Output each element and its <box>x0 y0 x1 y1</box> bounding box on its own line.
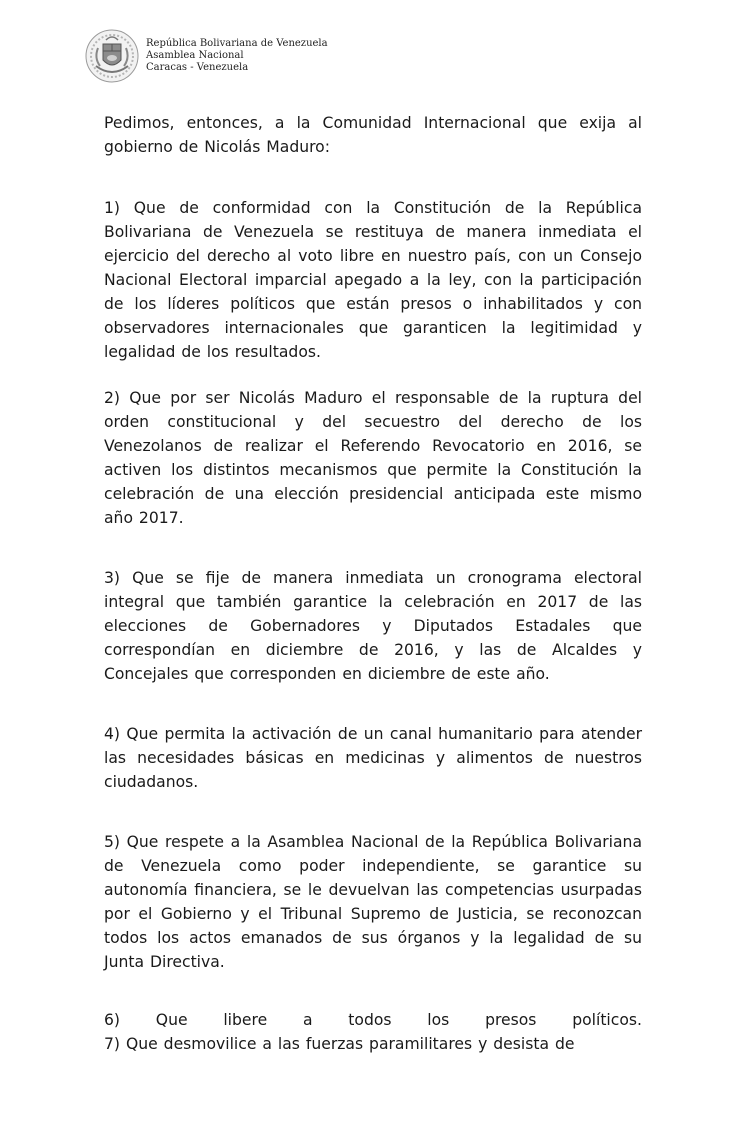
demand-paragraph-5: 5) Que respete a la Asamblea Nacional de la República Bolivariana de Venezuela como poder independiente, se garantice su autonomía financiera, se le devuelvan las competencias usurpadas por el Gobierno y el Tribunal Supremo de Justicia, se reconozcan todos los actos emanados de sus órganos y la legalidad de su Junta Directiva. <box>104 833 642 971</box>
demand-paragraph-6-7 <box>104 1008 642 1056</box>
demand-line-6-word: libere <box>223 1011 268 1029</box>
demand-line-6 <box>104 1008 642 1032</box>
demand-line-6-word: todos <box>348 1011 392 1029</box>
letterhead-line-assembly: Asamblea Nacional <box>146 50 244 61</box>
letterhead <box>84 28 328 84</box>
demand-paragraph-1: 1) Que de conformidad con la Constitución de la República Bolivariana de Venezuela se restituya de manera inmediata el ejercicio del derecho al voto libre en nuestro país, con un Consejo Nacional Electoral imparcial apegado a la ley, con la participación de los líderes políticos que están presos o inhabilitados y con observadores internacionales que garanticen la legitimidad y legalidad de los resultados. <box>104 199 642 361</box>
demand-paragraph-4: 4) Que permita la activación de un canal humanitario para atender las necesidades básicas en medicinas y alimentos de nuestros ciudadanos. <box>104 725 642 791</box>
letterhead-line-city: Caracas - Venezuela <box>146 62 249 73</box>
demand-paragraph-2: 2) Que por ser Nicolás Maduro el responsable de la ruptura del orden constitucional y del secuestro del derecho de los Venezolanos de realizar el Referendo Revocatorio en 2016, se activen los distintos mecanismos que permite la Constitución la celebración de una elección presidencial anticipada este mismo año 2017. <box>104 389 642 527</box>
demand-paragraph-3: 3) Que se fije de manera inmediata un cronograma electoral integral que también garantice la celebración en 2017 de las elecciones de Gobernadores y Diputados Estadales que correspondían en diciembre de 2016, y las de Alcaldes y Concejales que corresponden en diciembre de este año. <box>104 569 642 683</box>
intro-paragraph: Pedimos, entonces, a la Comunidad Internacional que exija al gobierno de Nicolás Maduro: <box>104 114 642 156</box>
demand-line-6-word: los <box>427 1011 450 1029</box>
letterhead-line-republic: República Bolivariana de Venezuela <box>146 38 328 49</box>
demand-line-6-word: a <box>302 1011 313 1029</box>
demand-line-6-word: presos <box>485 1011 537 1029</box>
demand-line-6-word: 6) <box>104 1011 121 1029</box>
demand-line-6-word: políticos. <box>572 1011 642 1029</box>
coat-of-arms-seal-icon <box>84 28 140 84</box>
letterhead-text <box>146 38 328 74</box>
demand-line-7: 7) Que desmovilice a las fuerzas paramilitares y desista de <box>104 1035 575 1053</box>
demand-line-6-word: Que <box>155 1011 188 1029</box>
